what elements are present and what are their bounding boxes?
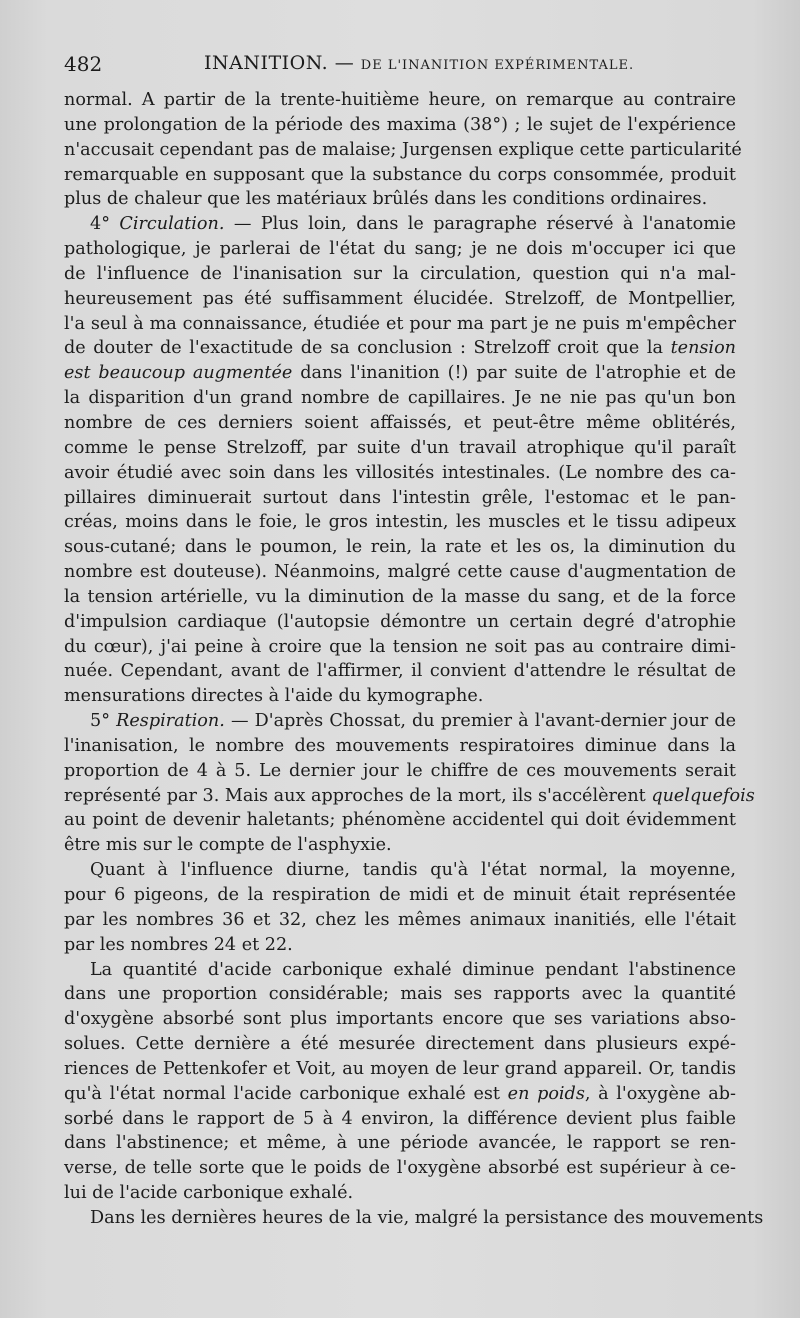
text-line: sorbé dans le rapport de 5 à 4 environ, la différence devient plus faible (64, 1108, 736, 1129)
text-line: dans l'abstinence; et même, à une période avancée, le rapport se ren- (64, 1133, 736, 1154)
text-line: mensurations directes à l'aide du kymographe. (64, 686, 484, 707)
text-line: être mis sur le compte de l'asphyxie. (64, 835, 392, 856)
text-line: comme le pense Strelzoff, par suite d'un travail atrophique qu'il paraît (64, 437, 736, 458)
text-line: riences de Pettenkofer et Voit, au moyen de leur grand appareil. Or, tandis (64, 1058, 736, 1079)
text-line: plus de chaleur que les matériaux brûlés dans les conditions ordinaires. (64, 189, 708, 210)
text-line: au point de devenir haletants; phénomène accidentel qui doit évidemment (64, 810, 736, 831)
text-line: créas, moins dans le foie, le gros intestin, les muscles et le tissu adipeux (64, 512, 736, 533)
text-line: La quantité d'acide carbonique exhalé diminue pendant l'abstinence (90, 959, 736, 980)
running-head (204, 52, 634, 74)
running-subtitle: DE L'INANITION EXPÉRIMENTALE. (360, 58, 635, 73)
text-line: proportion de 4 à 5. Le dernier jour le chiffre de ces mouvements serait (64, 760, 736, 781)
text-line: la disparition d'un grand nombre de capillaires. Je ne nie pas qu'un bon (64, 388, 736, 409)
text-line: qu'à l'état normal l'acide carbonique exhalé est en poids, à l'oxygène ab- (64, 1083, 736, 1104)
text-line: lui de l'acide carbonique exhalé. (64, 1183, 354, 1204)
text-line: la tension artérielle, vu la diminution de la masse du sang, et de la force (64, 586, 736, 607)
text-line: normal. A partir de la trente-huitième heure, on remarque au contraire (64, 90, 736, 110)
text-line: l'a seul à ma connaissance, étudiée et pour ma part je ne puis m'empêcher (64, 313, 736, 334)
text-line: nombre de ces derniers soient affaissés, et peut-être même oblitérés, (64, 412, 736, 433)
text-line: remarquable en supposant que la substance du corps consommée, produit (64, 164, 736, 185)
text-line: verse, de telle sorte que le poids de l'oxygène absorbé est supérieur à ce- (64, 1158, 736, 1179)
text-line: nuée. Cependant, avant de l'affirmer, il convient d'attendre le résultat de (64, 661, 736, 682)
text-line: de l'influence de l'inanisation sur la circulation, question qui n'a mal- (64, 263, 736, 284)
text-line: pour 6 pigeons, de la respiration de midi et de minuit était représentée (64, 885, 736, 905)
text-line: d'impulsion cardiaque (l'autopsie démontre un certain degré d'atrophie (64, 611, 736, 632)
page-number: 482 (64, 52, 103, 76)
running-title: INANITION. (204, 52, 329, 74)
text-line: n'accusait cependant pas de malaise; Jurgensen explique cette particularité (64, 139, 742, 160)
text-line: solues. Cette dernière a été mesurée directement dans plusieurs expé- (64, 1034, 736, 1055)
text-line: pathologique, je parlerai de l'état du sang; je ne dois m'occuper ici que (64, 239, 736, 260)
text-line: représenté par 3. Mais aux approches de la mort, ils s'accélèrent quelquefois (64, 785, 755, 806)
text-line: dans une proportion considérable; mais ses rapports avec la quantité (64, 984, 736, 1005)
text-line: est beaucoup augmentée dans l'inanition (!) par suite de l'atrophie et de (64, 363, 736, 384)
text-line: 5° Respiration. — D'après Chossat, du premier à l'avant-dernier jour de (90, 711, 737, 732)
body-text (64, 88, 764, 1231)
text-line: nombre est douteuse). Néanmoins, malgré cette cause d'augmentation de (64, 562, 736, 583)
text-line: 4° Circulation. — Plus loin, dans le paragraphe réservé à l'anatomie (90, 214, 736, 235)
text-line: heureusement pas été suffisamment élucidée. Strelzoff, de Montpellier, (64, 288, 736, 309)
text-line: d'oxygène absorbé sont plus importants encore que ses variations abso- (64, 1009, 736, 1030)
text-line: du cœur), j'ai peine à croire que la tension ne soit pas au contraire dimi- (64, 636, 736, 657)
text-line: une prolongation de la période des maxima (38°) ; le sujet de l'expérience (64, 114, 736, 135)
text-line: avoir étudié avec soin dans les villosités intestinales. (Le nombre des ca- (64, 462, 736, 483)
text-line: de douter de l'exactitude de sa conclusion : Strelzoff croit que la tension (64, 338, 736, 359)
text-line: Dans les dernières heures de la vie, malgré la persistance des mouvements (90, 1207, 764, 1228)
running-dash: — (328, 52, 361, 74)
text-line: sous-cutané; dans le poumon, le rein, la rate et les os, la diminution du (64, 537, 736, 558)
text-line: Quant à l'influence diurne, tandis qu'à l'état normal, la moyenne, (90, 860, 736, 881)
text-line: par les nombres 36 et 32, chez les mêmes animaux inanitiés, elle l'était (64, 909, 736, 930)
page-header (64, 52, 736, 84)
text-line: pillaires diminuerait surtout dans l'intestin grêle, l'estomac et le pan- (64, 487, 736, 508)
text-line: l'inanisation, le nombre des mouvements respiratoires diminue dans la (64, 735, 736, 756)
text-line: par les nombres 24 et 22. (64, 934, 293, 955)
